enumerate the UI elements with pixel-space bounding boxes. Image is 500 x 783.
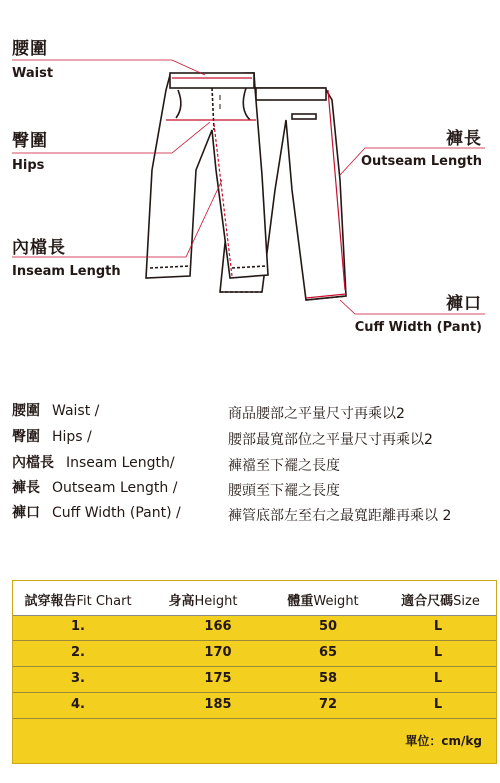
fit-chart-header-row — [13, 581, 496, 616]
weight-value: 58 — [318, 671, 338, 686]
definition-desc: 褲襠至下襬之長度 — [228, 458, 340, 474]
row-number: 4. — [71, 697, 85, 712]
definition-term-en: Waist / — [52, 403, 100, 419]
size-value: L — [433, 645, 443, 660]
header-size — [383, 590, 498, 609]
outseam-label-zh: 褲長 — [446, 129, 482, 149]
height-value: 175 — [204, 671, 232, 686]
inseam-label-zh: 內檔長 — [12, 238, 66, 258]
definition-desc: 商品腰部之平量尺寸再乘以2 — [228, 406, 405, 422]
definition-desc: 腰部最寬部位之平量尺寸再乘以2 — [228, 432, 433, 448]
weight-value: 50 — [318, 619, 338, 634]
definition-hips — [12, 427, 92, 447]
definition-desc: 腰頭至下襬之長度 — [228, 483, 340, 499]
height-value: 170 — [204, 645, 232, 660]
pants-measurement-diagram — [0, 0, 500, 370]
row-number: 3. — [71, 671, 85, 686]
definition-term-en: Inseam Length/ — [66, 455, 175, 471]
header-en: Height — [194, 594, 238, 609]
definition-term-en: Outseam Length / — [52, 480, 178, 496]
weight-value: 72 — [318, 697, 338, 712]
waist-label-zh: 腰圍 — [12, 39, 48, 59]
definition-term-en: Hips / — [52, 429, 92, 445]
definition-inseam — [12, 453, 175, 473]
header-zh: 身高 — [168, 594, 195, 609]
header-zh: 試穿報告 — [24, 594, 77, 609]
definition-term: 腰圍 — [12, 403, 40, 419]
height-value: 166 — [204, 619, 232, 634]
definition-term: 內檔長 — [12, 455, 54, 471]
table-row — [13, 693, 496, 719]
header-zh: 體重 — [287, 594, 314, 609]
hips-label-zh: 臀圍 — [12, 131, 48, 151]
cuff-label-en: Cuff Width (Pant) — [354, 320, 482, 335]
definition-term-en: Cuff Width (Pant) / — [52, 505, 181, 521]
table-row — [13, 615, 496, 641]
table-row — [13, 667, 496, 693]
definition-term: 臀圍 — [12, 429, 40, 445]
header-fit-chart — [13, 590, 143, 609]
header-zh: 適合尺碼 — [401, 594, 454, 609]
size-value: L — [433, 697, 443, 712]
definition-term: 褲長 — [12, 480, 40, 496]
header-en: Fit Chart — [76, 594, 132, 609]
header-en: Weight — [313, 594, 359, 609]
size-value: L — [433, 671, 443, 686]
fit-chart-table — [12, 580, 497, 764]
header-en: Size — [453, 594, 480, 609]
outseam-label-en: Outseam Length — [360, 154, 482, 169]
definition-waist — [12, 401, 99, 421]
definition-outseam — [12, 478, 177, 498]
row-number: 2. — [71, 645, 85, 660]
height-value: 185 — [204, 697, 232, 712]
header-height — [143, 590, 263, 609]
row-number: 1. — [71, 619, 85, 634]
hips-label-en: Hips — [12, 158, 45, 173]
definition-term: 褲口 — [12, 505, 40, 521]
unit-note: 單位：cm/kg — [405, 734, 482, 748]
size-value: L — [433, 619, 443, 634]
front-pant-drawing — [146, 73, 268, 278]
table-row — [13, 641, 496, 667]
definition-desc: 褲管底部左至右之最寬距離再乘以 2 — [228, 508, 452, 524]
weight-value: 65 — [318, 645, 338, 660]
header-weight — [263, 590, 383, 609]
waist-label-en: Waist — [12, 66, 54, 81]
inseam-label-en: Inseam Length — [12, 264, 121, 279]
cuff-label-zh: 褲口 — [446, 294, 482, 314]
definition-cuff — [12, 503, 181, 523]
